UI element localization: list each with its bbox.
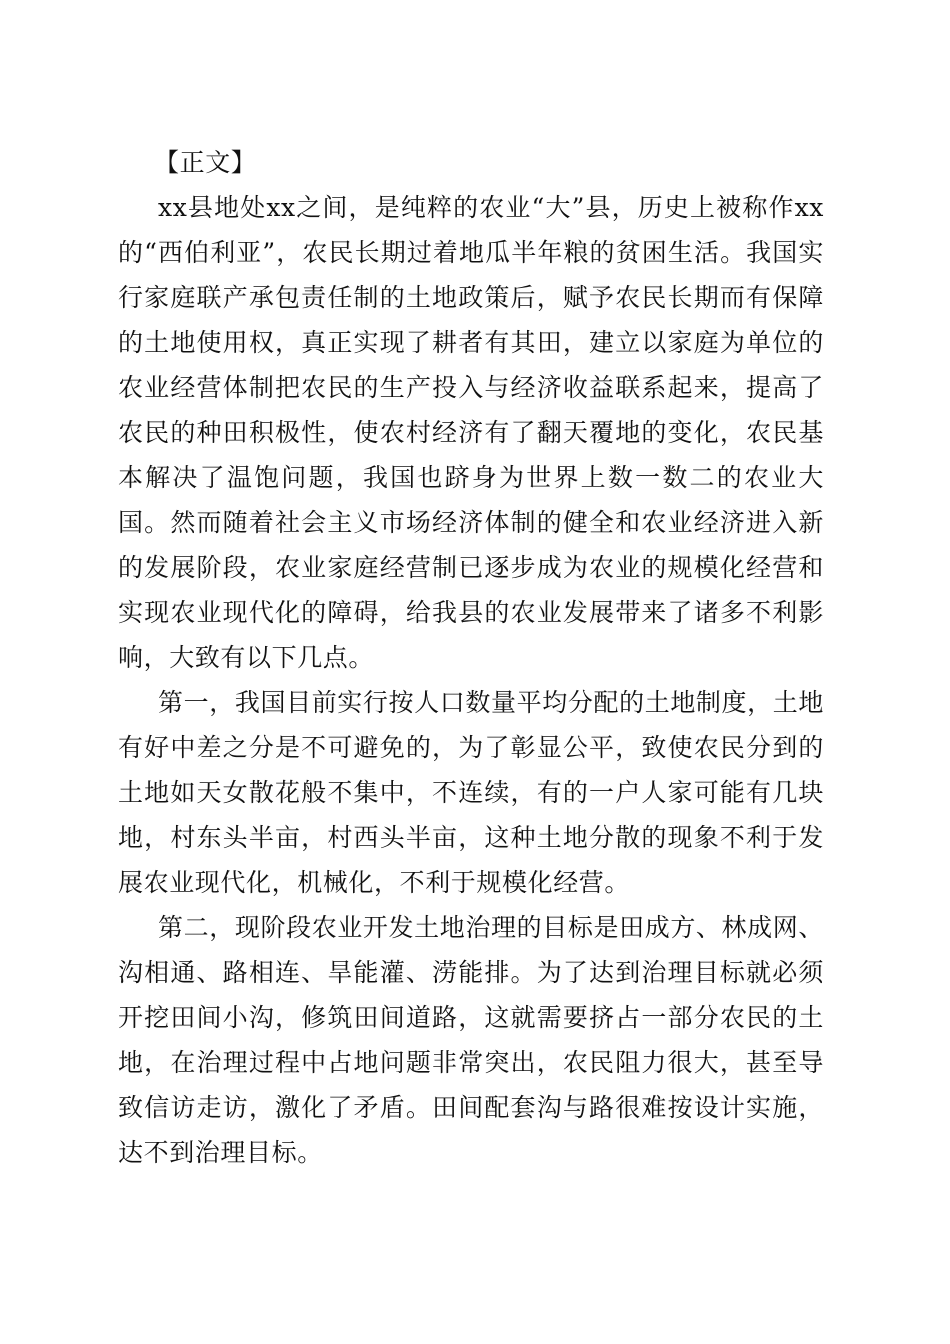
paragraph-second-point: 第二，现阶段农业开发土地治理的目标是田成方、林成网、沟相通、路相连、旱能灌、涝能排。为了达到治理目标就必须开挖田间小沟，修筑田间道路，这就需要挤占一部分农民的土地，在治理过程中占地问题非常突出，农民阻力很大，甚至导致信访走访，激化了矛盾。田间配套沟与路很难按设计实施，达不到治理目标。 bbox=[118, 913, 824, 1167]
paragraph-first-point: 第一，我国目前实行按人口数量平均分配的土地制度，土地有好中差之分是不可避免的，为了彰显公平，致使农民分到的土地如天女散花般不集中，不连续，有的一户人家可能有几块地，村东头半亩，村西头半亩，这种土地分散的现象不利于发展农业现代化，机械化，不利于规模化经营。 bbox=[118, 688, 824, 897]
paragraph-intro: xx县地处xx之间，是纯粹的农业“大”县，历史上被称作xx的“西伯利亚”，农民长期过着地瓜半年粮的贫困生活。我国实行家庭联产承包责任制的土地政策后，赋予农民长期而有保障的土地使用权，真正实现了耕者有其田，建立以家庭为单位的农业经营体制把农民的生产投入与经济收益联系起来，提高了农民的种田积极性，使农村经济有了翻天覆地的变化，农民基本解决了温饱问题，我国也跻身为世界上数一数二的农业大国。然而随着社会主义市场经济体制的健全和农业经济进入新的发展阶段，农业家庭经营制已逐步成为农业的规模化经营和实现农业现代化的障碍，给我县的农业发展带来了诸多不利影响，大致有以下几点。 bbox=[118, 193, 824, 672]
document-body bbox=[118, 140, 824, 1175]
section-heading: 【正文】 bbox=[154, 148, 257, 177]
